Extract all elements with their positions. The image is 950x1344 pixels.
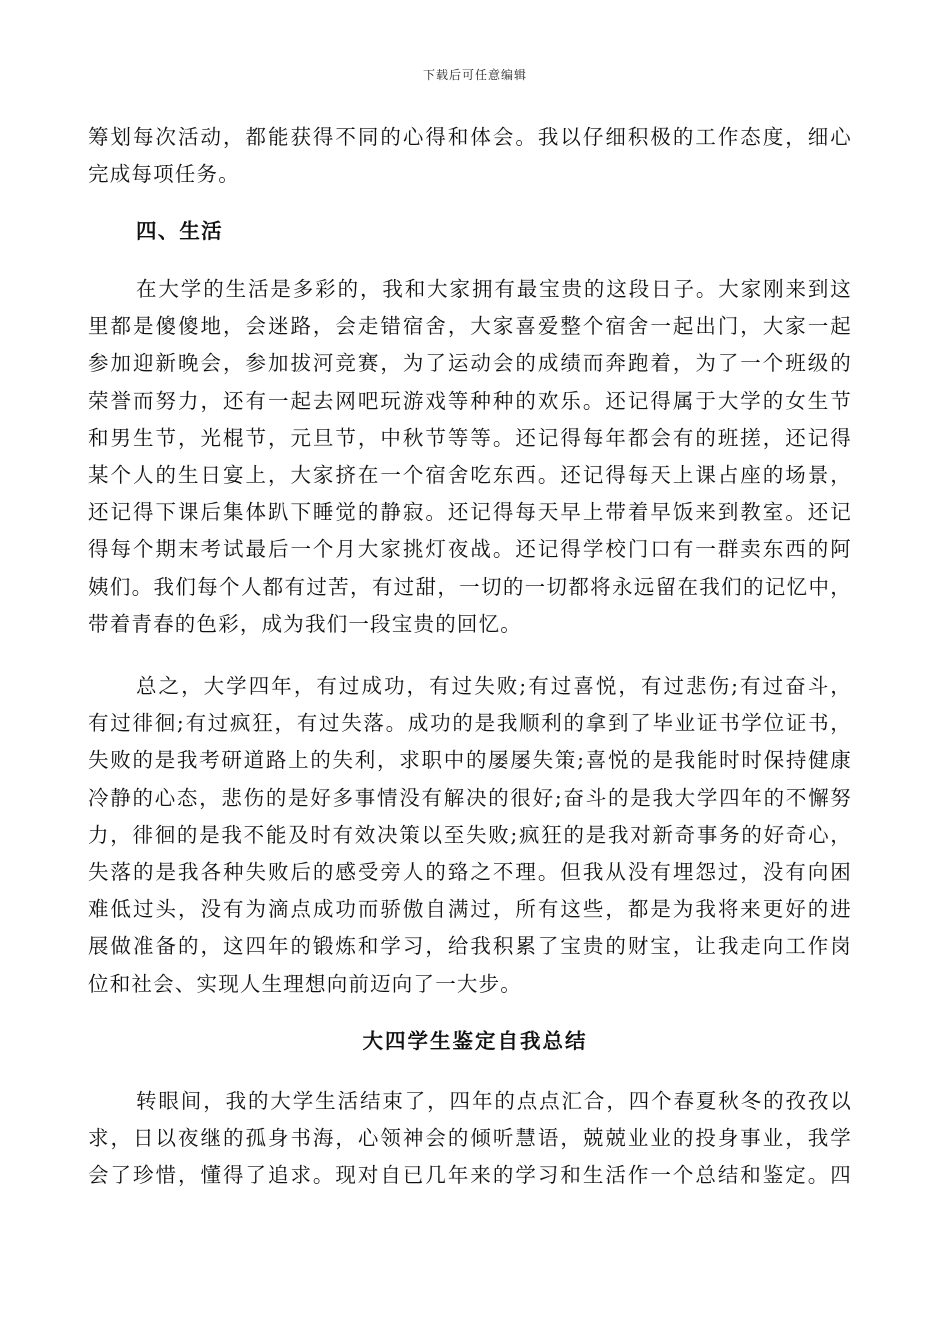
paragraph-line: 姨们。我们每个人都有过苦，有过甜，一切的一切都将永远留在我们的记忆中， — [88, 574, 852, 599]
paragraph-line: 总之，大学四年，有过成功，有过失败;有过喜悦，有过悲伤;有过奋斗， — [136, 674, 852, 698]
paragraph-line: 还记得下课后集体趴下睡觉的静寂。还记得每天早上带着早饭来到教室。还记 — [88, 500, 852, 525]
paragraph-line: 失败的是我考研道路上的失利，求职中的屡屡失策;喜悦的是我能时时保持健康 — [88, 748, 852, 773]
paragraph-line: 在大学的生活是多彩的，我和大家拥有最宝贵的这段日子。大家刚来到这 — [136, 277, 852, 301]
paragraph-line: 求，日以夜继的孤身书海，心领神会的倾听慧语，兢兢业业的投身事业，我学 — [88, 1126, 852, 1151]
paragraph-line: 位和社会、实现人生理想向前迈向了一大步。 — [88, 971, 522, 996]
paragraph-intro — [88, 119, 852, 193]
paragraph-line: 带着青春的色彩，成为我们一段宝贵的回忆。 — [88, 611, 522, 636]
paragraph-line: 某个人的生日宴上，大家挤在一个宿舍吃东西。还记得每天上课占座的场景， — [88, 462, 852, 487]
paragraph-line: 转眼间，我的大学生活结束了，四年的点点汇合，四个春夏秋冬的孜孜以 — [136, 1089, 852, 1113]
paragraph-line: 参加迎新晚会，参加拔河竞赛，为了运动会的成绩而奔跑着，为了一个班级的 — [88, 351, 852, 376]
paragraph-line: 有过徘徊;有过疯狂，有过失落。成功的是我顺利的拿到了毕业证书学位证书， — [88, 711, 852, 736]
paragraph-line: 力，徘徊的是我不能及时有效决策以至失败;疯狂的是我对新奇事务的好奇心， — [88, 822, 852, 847]
paragraph-line: 里都是傻傻地，会迷路，会走错宿舍，大家喜爱整个宿舍一起出门，大家一起 — [88, 314, 852, 339]
document-title: 大四学生鉴定自我总结 — [362, 1029, 588, 1053]
paragraph-summary — [88, 668, 852, 1003]
paragraph-final — [88, 1083, 852, 1195]
page-header: 下载后可任意编辑 — [422, 68, 527, 82]
paragraph-line: 筹划每次活动，都能获得不同的心得和体会。我以仔细积极的工作态度，细心 — [88, 125, 852, 149]
paragraph-line: 冷静的心态，悲伤的是好多事情没有解决的很好;奋斗的是我大学四年的不懈努 — [88, 785, 852, 810]
paragraph-line: 荣誉而努力，还有一起去网吧玩游戏等种种的欢乐。还记得属于大学的女生节 — [88, 388, 852, 413]
paragraph-line: 会了珍惜，懂得了追求。现对自已几年来的学习和生活作一个总结和鉴定。四 — [88, 1163, 852, 1188]
paragraph-line: 得每个期末考试最后一个月大家挑灯夜战。还记得学校门口有一群卖东西的阿 — [88, 537, 852, 562]
paragraph-line: 完成每项任务。 — [88, 162, 240, 187]
paragraph-line: 和男生节，光棍节，元旦节，中秋节等等。还记得每年都会有的班搓，还记得 — [88, 425, 852, 450]
paragraph-line: 展做准备的，这四年的锻炼和学习，给我积累了宝贵的财宝，让我走向工作岗 — [88, 934, 852, 959]
section-heading: 四、生活 — [136, 219, 223, 243]
paragraph-life — [88, 271, 852, 643]
paragraph-line: 难低过头，没有为滴点成功而骄傲自满过，所有这些，都是为我将来更好的进 — [88, 897, 852, 922]
paragraph-line: 失落的是我各种失败后的感受旁人的臵之不理。但我从没有埋怨过，没有向困 — [88, 859, 852, 884]
